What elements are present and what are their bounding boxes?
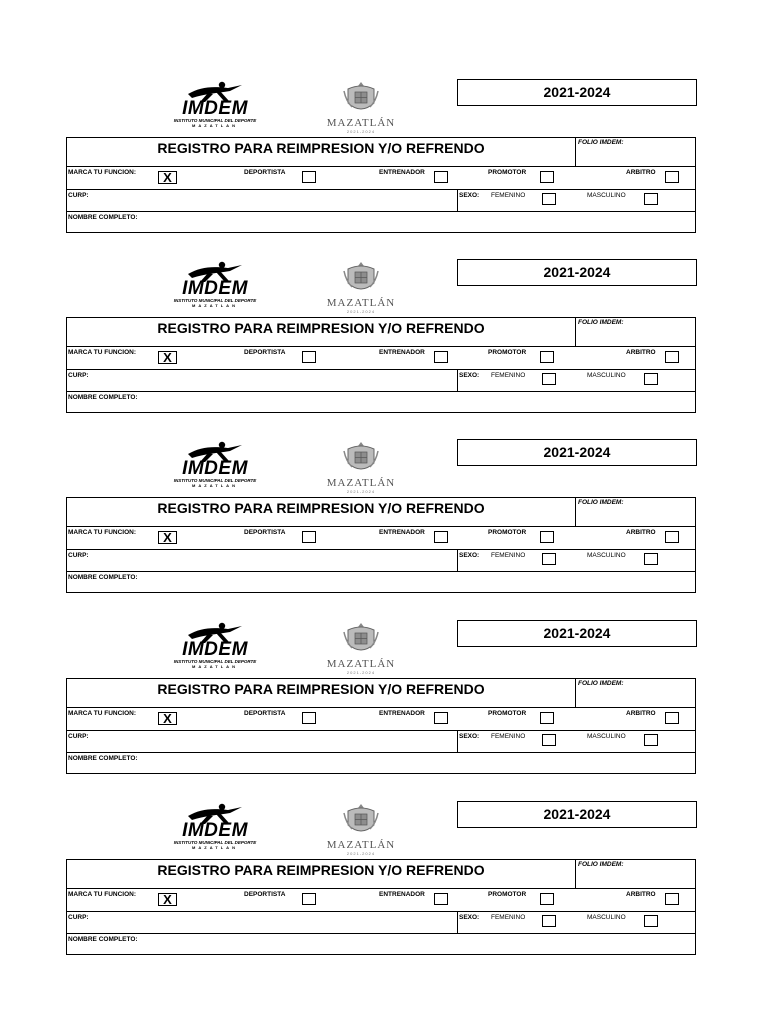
sexo-divider [457,911,458,933]
deportista-label: DEPORTISTA [244,710,286,717]
deportista-checkbox[interactable] [302,712,316,724]
imdem-subtitle: INSTITUTO MUNICIPAL DEL DEPORTE [173,478,257,483]
promotor-checkbox[interactable] [540,351,554,363]
promotor-label: PROMOTOR [488,891,527,898]
mazatlan-years: 2021-2024 [346,309,376,314]
deportista-label: DEPORTISTA [244,169,286,176]
arbitro-label: ARBITRO [626,529,656,536]
registration-form [0,620,768,780]
mazatlan-logo [318,261,404,313]
arbitro-checkbox[interactable] [665,171,679,183]
folio-field[interactable] [575,138,695,166]
arbitro-label: ARBITRO [626,891,656,898]
folio-label: FOLIO IMDEM: [578,139,624,146]
curp-field[interactable] [97,550,455,570]
coat-of-arms-icon [343,81,379,115]
mazatlan-years: 2021-2024 [346,670,376,675]
curp-label: CURP: [68,552,89,559]
registration-form [0,801,768,961]
masculino-checkbox[interactable] [644,373,658,385]
deportista-checkbox[interactable] [302,171,316,183]
form-table [66,678,696,774]
femenino-label: FEMENINO [491,372,526,379]
row-divider [67,707,695,708]
mazatlan-logo [318,81,404,133]
coat-of-arms-icon [343,261,379,295]
imdem-city: MAZATLAN [192,845,238,850]
form-title: REGISTRO PARA REIMPRESION Y/O REFRENDO [157,862,485,878]
promotor-label: PROMOTOR [488,710,527,717]
row-divider [67,346,695,347]
period-box: 2021-2024 [457,439,697,466]
funcion-checkbox-checked[interactable]: X [158,351,177,364]
mazatlan-logo [318,441,404,493]
folio-field[interactable] [575,860,695,888]
entrenador-checkbox[interactable] [434,171,448,183]
registration-form [0,79,768,239]
imdem-logo [166,261,264,309]
arbitro-checkbox[interactable] [665,351,679,363]
deportista-label: DEPORTISTA [244,529,286,536]
femenino-label: FEMENINO [491,914,526,921]
sexo-divider [457,369,458,391]
mazatlan-logo [318,803,404,855]
sexo-label: SEXO: [459,552,480,559]
entrenador-checkbox[interactable] [434,712,448,724]
row-divider [67,166,695,167]
imdem-logo [166,441,264,489]
entrenador-label: ENTRENADOR [379,349,425,356]
mazatlan-wordmark: MAZATLÁN [326,477,396,489]
masculino-checkbox[interactable] [644,553,658,565]
form-title: REGISTRO PARA REIMPRESION Y/O REFRENDO [157,681,485,697]
nombre-field[interactable] [147,753,693,772]
deportista-label: DEPORTISTA [244,349,286,356]
mazatlan-wordmark: MAZATLÁN [326,117,396,129]
coat-of-arms-icon [343,622,379,656]
imdem-logo [166,803,264,851]
arbitro-label: ARBITRO [626,349,656,356]
funcion-label: MARCA TU FUNCION: [68,529,136,536]
folio-label: FOLIO IMDEM: [578,319,624,326]
entrenador-label: ENTRENADOR [379,891,425,898]
nombre-label: NOMBRE COMPLETO: [68,936,138,943]
form-title: REGISTRO PARA REIMPRESION Y/O REFRENDO [157,320,485,336]
nombre-label: NOMBRE COMPLETO: [68,574,138,581]
femenino-label: FEMENINO [491,733,526,740]
imdem-subtitle: INSTITUTO MUNICIPAL DEL DEPORTE [173,840,257,845]
arbitro-label: ARBITRO [626,169,656,176]
title-row [67,318,695,346]
nombre-label: NOMBRE COMPLETO: [68,755,138,762]
arbitro-checkbox[interactable] [665,531,679,543]
promotor-checkbox[interactable] [540,171,554,183]
curp-label: CURP: [68,914,89,921]
deportista-checkbox[interactable] [302,351,316,363]
row-divider [67,888,695,889]
sexo-divider [457,730,458,752]
period-box: 2021-2024 [457,259,697,286]
sexo-label: SEXO: [459,372,480,379]
masculino-label: MASCULINO [587,372,626,379]
form-title: REGISTRO PARA REIMPRESION Y/O REFRENDO [157,140,485,156]
entrenador-checkbox[interactable] [434,893,448,905]
funcion-checkbox-checked[interactable]: X [158,171,177,184]
imdem-city: MAZATLAN [192,123,238,128]
curp-label: CURP: [68,733,89,740]
deportista-checkbox[interactable] [302,893,316,905]
folio-field[interactable] [575,498,695,526]
deportista-checkbox[interactable] [302,531,316,543]
folio-field[interactable] [575,318,695,346]
imdem-subtitle: INSTITUTO MUNICIPAL DEL DEPORTE [173,298,257,303]
arbitro-label: ARBITRO [626,710,656,717]
curp-label: CURP: [68,372,89,379]
registration-form [0,259,768,419]
sexo-label: SEXO: [459,192,480,199]
funcion-label: MARCA TU FUNCION: [68,349,136,356]
form-table [66,317,696,413]
deportista-label: DEPORTISTA [244,891,286,898]
title-row [67,860,695,888]
title-row [67,498,695,526]
masculino-label: MASCULINO [587,552,626,559]
form-title: REGISTRO PARA REIMPRESION Y/O REFRENDO [157,500,485,516]
coat-of-arms-icon [343,803,379,837]
imdem-wordmark: IMDEM [182,278,248,299]
imdem-logo [166,622,264,670]
mazatlan-years: 2021-2024 [346,129,376,134]
title-row [67,679,695,707]
curp-field[interactable] [97,190,455,210]
imdem-city: MAZATLAN [192,664,238,669]
femenino-checkbox[interactable] [542,553,556,565]
arbitro-checkbox[interactable] [665,712,679,724]
mazatlan-logo [318,622,404,674]
imdem-wordmark: IMDEM [182,820,248,841]
funcion-label: MARCA TU FUNCION: [68,710,136,717]
promotor-label: PROMOTOR [488,349,527,356]
funcion-checkbox-checked[interactable]: X [158,531,177,544]
curp-field[interactable] [97,912,455,932]
masculino-label: MASCULINO [587,192,626,199]
mazatlan-wordmark: MAZATLÁN [326,839,396,851]
nombre-field[interactable] [147,934,693,953]
mazatlan-wordmark: MAZATLÁN [326,297,396,309]
funcion-label: MARCA TU FUNCION: [68,169,136,176]
imdem-subtitle: INSTITUTO MUNICIPAL DEL DEPORTE [173,118,257,123]
registration-form [0,439,768,599]
nombre-label: NOMBRE COMPLETO: [68,394,138,401]
funcion-checkbox-checked[interactable]: X [158,712,177,725]
imdem-logo [166,81,264,129]
folio-field[interactable] [575,679,695,707]
imdem-wordmark: IMDEM [182,639,248,660]
form-table [66,137,696,233]
masculino-label: MASCULINO [587,914,626,921]
coat-of-arms-icon [343,441,379,475]
masculino-checkbox[interactable] [644,915,658,927]
masculino-checkbox[interactable] [644,734,658,746]
funcion-label: MARCA TU FUNCION: [68,891,136,898]
mazatlan-years: 2021-2024 [346,851,376,856]
nombre-field[interactable] [147,572,693,591]
entrenador-label: ENTRENADOR [379,169,425,176]
entrenador-label: ENTRENADOR [379,710,425,717]
sexo-divider [457,189,458,211]
folio-label: FOLIO IMDEM: [578,680,624,687]
funcion-checkbox-checked[interactable]: X [158,893,177,906]
curp-label: CURP: [68,192,89,199]
period-box: 2021-2024 [457,620,697,647]
entrenador-checkbox[interactable] [434,531,448,543]
masculino-label: MASCULINO [587,733,626,740]
form-table [66,497,696,593]
promotor-label: PROMOTOR [488,529,527,536]
entrenador-label: ENTRENADOR [379,529,425,536]
nombre-field[interactable] [147,392,693,411]
femenino-label: FEMENINO [491,192,526,199]
arbitro-checkbox[interactable] [665,893,679,905]
folio-label: FOLIO IMDEM: [578,861,624,868]
mazatlan-wordmark: MAZATLÁN [326,658,396,670]
femenino-checkbox[interactable] [542,734,556,746]
curp-field[interactable] [97,370,455,390]
form-table [66,859,696,955]
nombre-field[interactable] [147,212,693,231]
femenino-checkbox[interactable] [542,373,556,385]
folio-label: FOLIO IMDEM: [578,499,624,506]
curp-field[interactable] [97,731,455,751]
mazatlan-years: 2021-2024 [346,489,376,494]
femenino-checkbox[interactable] [542,915,556,927]
masculino-checkbox[interactable] [644,193,658,205]
femenino-checkbox[interactable] [542,193,556,205]
imdem-subtitle: INSTITUTO MUNICIPAL DEL DEPORTE [173,659,257,664]
promotor-checkbox[interactable] [540,712,554,724]
imdem-city: MAZATLAN [192,303,238,308]
sexo-divider [457,549,458,571]
imdem-wordmark: IMDEM [182,98,248,119]
promotor-checkbox[interactable] [540,531,554,543]
entrenador-checkbox[interactable] [434,351,448,363]
femenino-label: FEMENINO [491,552,526,559]
sexo-label: SEXO: [459,733,480,740]
sexo-label: SEXO: [459,914,480,921]
row-divider [67,526,695,527]
imdem-city: MAZATLAN [192,483,238,488]
period-box: 2021-2024 [457,79,697,106]
period-box: 2021-2024 [457,801,697,828]
nombre-label: NOMBRE COMPLETO: [68,214,138,221]
promotor-checkbox[interactable] [540,893,554,905]
imdem-wordmark: IMDEM [182,458,248,479]
promotor-label: PROMOTOR [488,169,527,176]
title-row [67,138,695,166]
